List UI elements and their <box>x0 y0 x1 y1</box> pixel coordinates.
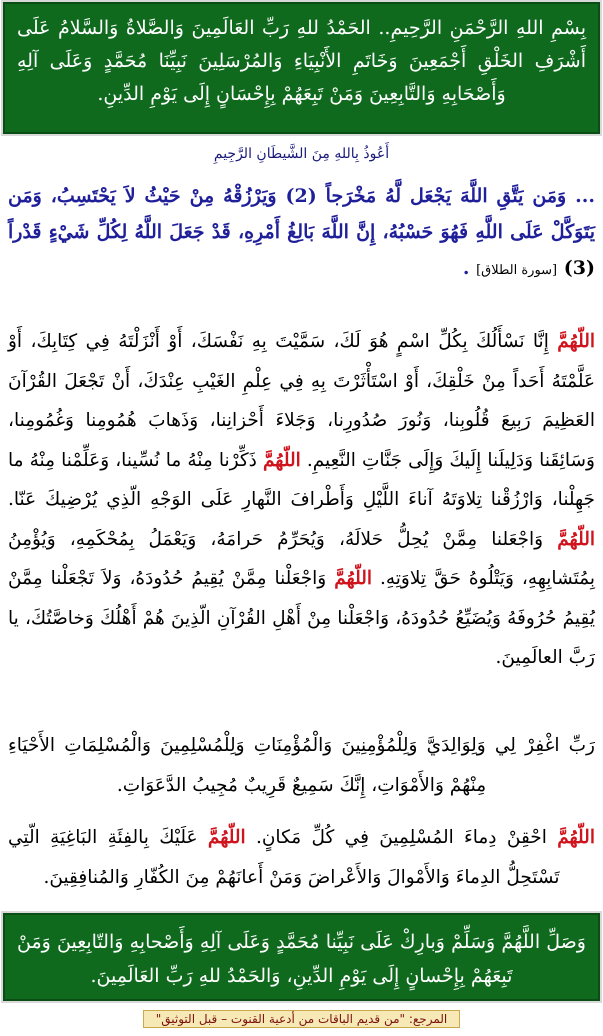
dua-forgiveness-text: رَبِّ اغْفِرْ لِي وَلِوَالِدَيَّ وَلِلْمُؤْمِنِينَ وَالْمُؤْمِنَاتِ وَلِلْمُسْلِمِينَ وَالْمُسْلِمَاتِ الأَحْيَاءِ مِنْهُمْ وَالأَمْوَاتِ، إِنَّكَ سَمِيعٌ قَرِيبٌ مُجِيبُ الدَّعَوَاتِ. <box>8 735 595 796</box>
allahumma-1: اللّهُمَّ <box>557 331 595 352</box>
reference-box <box>143 1010 461 1028</box>
verse-end: . <box>462 257 470 279</box>
verse-text: ... وَمَن يَتَّقِ اللَّهَ يَجْعَل لَّهُ مَخْرَجاً (2) وَيَرْزُقْهُ مِنْ حَيْثُ لاَ يَحْتَسِبُ، وَمَن يَتَوَكَّلْ عَلَى اللَّهِ فَهُوَ حَسْبُهُ، إِنَّ اللَّهَ بَالِغُ أَمْرِهِ، قَدْ جَعَلَ اللَّهُ لِكُلِّ شَيْءٍ قَدْراً <box>8 185 595 243</box>
quran-verse <box>8 178 595 289</box>
reference-label: المرجع: <box>408 1012 448 1026</box>
allahumma-6: اللّهُمَّ <box>207 827 246 848</box>
dua-forgiveness <box>8 726 595 806</box>
dua-protection <box>8 818 595 898</box>
dua-part-4: وَاجْعَلْنا مِمَّنْ يُقِيمُ حُدُودَهُ، وَلاَ تَجْعَلْنا مِمَّنْ يُقِيمُ حُرُوفَهُ وَيُضَيِّعُ حُدُودَهُ، وَاجْعَلْنا مِنْ أَهْلِ القُرْآنِ الّذِينَ هُمْ أَهْلُكَ وَخاصَّتُكَ، يا رَبَّ العالَمِينَ. <box>8 568 595 668</box>
dua-part-2: ذَكِّرْنا مِنْهُ ما نُسِّينا، وَعَلِّمْنا مِنْهُ ما جَهِلْنا، وَارْزُقْنا تِلاوَتَهُ آناءَ اللَّيْلِ وَأَطْرافَ النَّهارِ عَلَى الوَجْهِ الّذِي يُرْضِيكَ عَنّا. <box>8 449 595 510</box>
header-box <box>3 2 600 134</box>
dua-protection-part-1: احْقِنْ دِماءَ المُسْلِمِينَ فِي كُلِّ مَكانٍ. <box>255 827 547 848</box>
taawwudh-line: أَعُوذُ بِاللهِ مِنَ الشَّيطَانِ الرَّجِيمِ <box>213 146 390 162</box>
surah-reference: [سورة الطلاق] <box>476 263 558 278</box>
dua-paragraph-main <box>8 322 595 678</box>
dua-part-3: وَاجْعَلنا مِمَّنْ يُحِلُّ حَلالَهُ، وَيُحَرِّمُ حَرامَهُ، وَيَعْمَلُ بِمُحْكَمِهِ، وَيُؤْمِنُ بِمُتَشابِهِهِ، وَيَتْلُوهُ حَقَّ تِلاوَتِهِ. <box>8 528 596 589</box>
allahumma-5: اللّهُمَّ <box>557 827 595 848</box>
dua-protection-part-2: عَلَيْكَ بِالفِئَةِ البَاغِيَةِ الّتِي تَسْتَحِلُّ الدِماءَ وَالأَمْوالَ وَالأَعْراضَ وَمَنْ أَعانَهُمْ مِنَ الكُفّارِ وَالمُنافِقِينَ. <box>8 827 560 888</box>
verse-number: (3) <box>563 257 595 279</box>
reference-bar <box>0 1008 603 1028</box>
allahumma-4: اللّهُمَّ <box>334 568 372 589</box>
footer-box <box>3 913 600 1001</box>
header-text: بِسْمِ اللهِ الرَّحْمَنِ الرَّحِيمِ.. الحَمْدُ للهِ رَبِّ العَالَمِينَ وَالصَّلاةُ وَالسَّلامُ عَلَى أَشْرَفِ الخَلْقِ أَجْمَعِينَ وَخَاتَمِ الأَنْبِيَاءِ وَالمُرْسَلِينَ نَبِيِّنَا مُحَمَّدٍ وَعَلَى آلِهِ وَأَصْحَابِهِ وَالتَّابِعِينَ وَمَنْ تَبِعَهُمْ بِإِحْسَانٍ إِلَى يَوْمِ الدِّينِ. <box>17 17 586 105</box>
dua-part-1: إِنَّا نَسْأَلُكَ بِكُلِّ اسْمٍ هُوَ لَكَ، سَمَّيْتَ بِهِ نَفْسَكَ، أَوْ أَنْزَلْتَهُ فِي كِتَابِكَ، أَوْ عَلَّمْتَهُ أَحَداً مِنْ خَلْقِكَ، أَوْ اسْتَأْثَرْتَ بِهِ فِي عِلْمِ الغَيْبِ عِنْدَكَ، أَنْ تَجْعَلَ القُرْآنَ العَظِيمَ رَبِيعَ قُلُوبِنا، وَنُورَ صُدُورِنا، وَجَلاءَ أَحْزانِنا، وَذَهابَ هُمُومِنا وَغُمُومِنا، وَسَائِقَنا وَدَلِيلَنا إِلَيكَ وَإِلَى جَنَّاتِ النَّعِيمِ. <box>8 331 595 471</box>
allahumma-2: اللّهُمَّ <box>262 449 301 471</box>
footer-text: وَصَلِّ اللَّهُمَّ وَسَلِّمْ وَبارِكْ عَلَى نَبِيِّنا مُحَمَّدٍ وَعَلَى آلِهِ وَأَصْحابِهِ وَالتّابِعِينَ وَمَنْ تَبِعَهُمْ بِإِحْسانٍ إِلَى يَوْمِ الدِّينِ، وَالحَمْدُ للهِ رَبِّ العَالَمِينَ. <box>17 931 586 987</box>
reference-text: "من قديم الباقات من أدعية القنوت – قبل التوثيق" <box>155 1012 406 1026</box>
allahumma-3: اللّهُمَّ <box>557 528 595 550</box>
